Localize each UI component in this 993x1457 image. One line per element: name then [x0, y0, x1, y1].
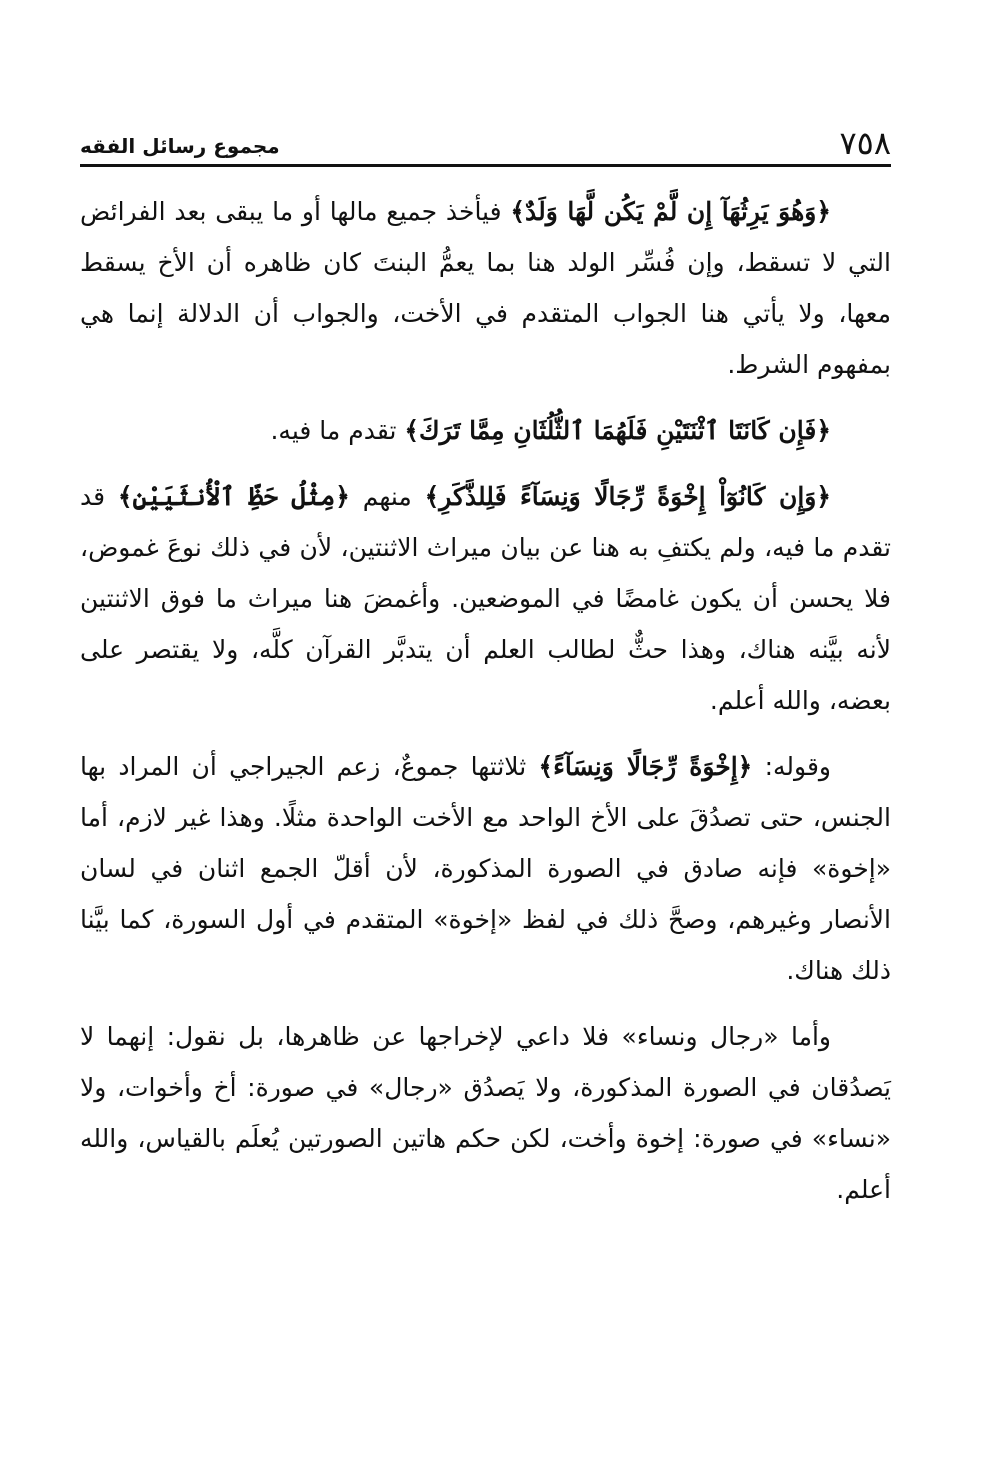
paragraph-lead: وقوله:	[752, 752, 831, 781]
paragraph-2	[80, 405, 891, 456]
paragraph-text: تقدم ما فيه.	[270, 416, 405, 445]
quran-verse: ﴿وَإِن كَانُوٓاْ إِخْوَةً رِّجَالًا وَنِسَآءً فَلِلذَّكَرِ﴾	[424, 482, 831, 511]
running-header	[80, 124, 891, 167]
quran-verse: ﴿وَهُوَ يَرِثُهَآ إِن لَّمْ يَكُن لَّهَا وَلَدٌ﴾	[510, 197, 831, 226]
paragraph-1	[80, 186, 891, 390]
paragraph-5	[80, 1011, 891, 1215]
quran-verse-2: ﴿مِثْلُ حَظِّ ٱلْأُنثَيَيْنِ﴾	[117, 482, 350, 511]
paragraph-text: ثلاثتها جموعٌ، زعم الجيراجي أن المراد بها الجنس، حتى تصدُقَ على الأخ الواحد مع الأخت الواحدة مثلًا. وهذا غير لازم، أما «إخوة» فإنه صادق في الصورة المذكورة، لأن أقلّ الجمع اثنان في لسان الأنصار وغيرهم، وصحَّ ذلك في لفظ «إخوة» المتقدم في أول السورة، كما بيَّنا ذلك هناك.	[80, 752, 891, 985]
page-number: ٧٥٨	[839, 124, 891, 162]
quran-verse: ﴿إِخْوَةً رِّجَالًا وَنِسَآءً﴾	[538, 752, 753, 781]
book-title: مجموع رسائل الفقه	[80, 134, 280, 158]
page-body	[80, 186, 891, 1230]
paragraph-4	[80, 741, 891, 996]
paragraph-text: قد تقدم ما فيه، ولم يكتفِ به هنا عن بيان ميراث الاثنتين، لأن في ذلك نوعَ غموض، فلا يحسن أن يكون غامضًا في الموضعين. وأغمضَ هنا ميراث ما فوق الاثنتين لأنه بيَّنه هناك، وهذا حثٌّ لطالب العلم أن يتدبَّر القرآن كلَّه، ولا يقتصر على بعضه، والله أعلم.	[80, 482, 891, 715]
paragraph-3	[80, 471, 891, 726]
verse-connector: منهم	[349, 482, 425, 511]
paragraph-text: وأما «رجال ونساء» فلا داعي لإخراجها عن ظاهرها، بل نقول: إنهما لا يَصدُقان في الصورة المذكورة، ولا يَصدُق «رجال» في صورة: أخ وأخوات، ولا «نساء» في صورة: إخوة وأخت، لكن حكم هاتين الصورتين يُعلَم بالقياس، والله أعلم.	[80, 1022, 891, 1204]
quran-verse: ﴿فَإِن كَانَتَا ٱثْنَتَيْنِ فَلَهُمَا ٱلثُّلُثَانِ مِمَّا تَرَكَ﴾	[404, 416, 831, 445]
paragraph-text: فيأخذ جميع مالها أو ما يبقى بعد الفرائض التي لا تسقط، وإن فُسِّر الولد هنا بما يعمُّ البنتَ كان ظاهره أن الأخ يسقط معها، ولا يأتي هنا الجواب المتقدم في الأخت، والجواب أن الدلالة إنما هي بمفهوم الشرط.	[80, 197, 891, 379]
